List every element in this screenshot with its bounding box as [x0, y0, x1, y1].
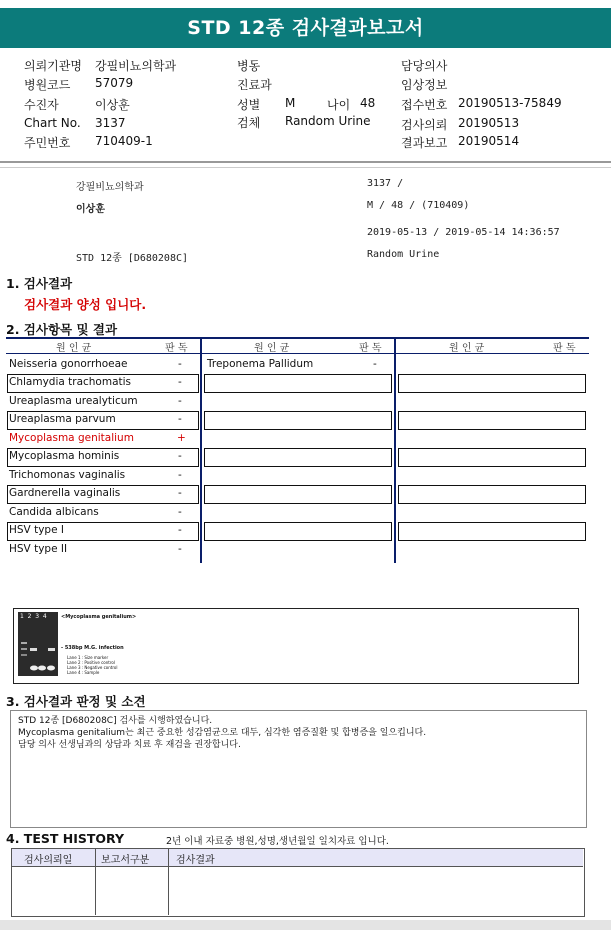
pathogen-name: Chlamydia trachomatis	[9, 376, 132, 388]
report-title: STD 12종 검사결과보고서	[0, 8, 611, 48]
opinion-box	[10, 710, 587, 828]
row-box-empty	[204, 448, 392, 467]
gel-legend-2: Lane 2 : Positive control	[67, 660, 115, 665]
pathogen-name: Treponema Pallidum	[207, 358, 314, 370]
row-box-empty	[204, 411, 392, 430]
gel-image	[18, 612, 58, 676]
page-bottom-edge	[0, 920, 611, 930]
request-label: 검사의뢰	[401, 118, 448, 132]
receipt-label: 접수번호	[401, 98, 448, 112]
age-label: 나이	[327, 98, 351, 112]
header-divider-thin	[0, 167, 611, 168]
clinical-label: 임상정보	[401, 78, 448, 92]
sex-value: M	[285, 96, 296, 110]
pathogen-result: -	[178, 413, 182, 425]
pathogen-result: -	[178, 450, 182, 462]
col-header-judge: 판 독	[359, 343, 382, 354]
specimen-value: Random Urine	[285, 114, 371, 128]
request-value: 20190513	[458, 116, 520, 130]
summary-dates: 2019-05-13 / 2019-05-14 14:36:57	[367, 227, 560, 238]
pathogen-name-positive: Mycoplasma genitalium	[9, 432, 134, 444]
summary-hospital: 강필비뇨의학과	[76, 182, 144, 193]
report-label: 결과보고	[401, 136, 448, 150]
hospital-value: 강필비뇨의학과	[95, 59, 177, 73]
summary-chart: 3137 /	[367, 178, 404, 189]
gel-title: <Mycoplasma genitalium>	[61, 614, 137, 620]
history-header-row	[12, 849, 583, 867]
pathogen-name: Ureaplasma parvum	[9, 413, 116, 425]
row-box-empty	[398, 448, 586, 467]
row-box-empty	[398, 411, 586, 430]
table-top-line	[6, 337, 589, 339]
report-value: 20190514	[458, 134, 520, 148]
history-col-divider	[168, 849, 169, 915]
gel-bands-icon	[18, 612, 58, 676]
gel-legend-4: Lane 4 : Sample	[67, 670, 100, 675]
chart-value: 3137	[95, 116, 126, 130]
summary-specimen: Random Urine	[367, 249, 440, 260]
gel-legend-1: Lane 1 : Size marker	[67, 655, 109, 660]
gel-lane-numbers: 1 2 3 4	[20, 613, 47, 620]
history-col-type: 보고서구분	[101, 855, 150, 866]
pathogen-result: -	[178, 358, 182, 370]
pathogen-result: -	[178, 469, 182, 481]
pathogen-name: HSV type I	[9, 524, 64, 536]
gel-legend-3: Lane 3 : Negative control	[67, 665, 118, 670]
row-box-empty	[398, 522, 586, 541]
result-statement: 검사결과 양성 입니다.	[24, 297, 147, 312]
summary-sex-age: M / 48 / (710409)	[367, 200, 470, 211]
pathogen-name: Mycoplasma hominis	[9, 450, 120, 462]
col-header-judge: 판 독	[165, 343, 188, 354]
pathogen-name: Trichomonas vaginalis	[9, 469, 126, 481]
col-header-pathogen: 원 인 균	[449, 343, 485, 354]
chart-label: Chart No.	[24, 116, 81, 130]
summary-patient: 이상훈	[76, 204, 105, 215]
table-col-divider-2	[394, 337, 396, 563]
age-value: 48	[360, 96, 376, 110]
receipt-value: 20190513-75849	[458, 96, 562, 110]
specimen-label: 검체	[237, 116, 261, 130]
opinion-line: Mycoplasma genitalium는 최근 중요한 성감염균으로 대두, 심각한 염증질환 및 합병증을 일으킵니다.	[18, 728, 427, 738]
pathogen-name: Ureaplasma urealyticum	[9, 395, 138, 407]
section-result-heading: 1. 검사결과	[6, 276, 73, 291]
ssn-value: 710409-1	[95, 134, 153, 148]
dept-label: 진료과	[237, 78, 272, 92]
hospital-label: 의뢰기관명	[24, 59, 82, 73]
code-value: 57079	[95, 76, 134, 90]
ward-label: 병동	[237, 59, 261, 73]
row-box-empty	[398, 374, 586, 393]
row-box-empty	[204, 522, 392, 541]
pathogen-result: -	[178, 506, 182, 518]
pathogen-result: -	[178, 543, 182, 555]
section-history-heading: 4. TEST HISTORY	[6, 831, 125, 846]
pathogen-name: Candida albicans	[9, 506, 99, 518]
row-box-empty	[204, 485, 392, 504]
opinion-line: STD 12종 [D680208C] 검사를 시행하였습니다.	[18, 716, 213, 726]
pathogen-result-positive: +	[177, 432, 186, 444]
pathogen-result: -	[178, 376, 182, 388]
row-box-empty	[398, 485, 586, 504]
summary-test: STD 12종 [D680208C]	[76, 253, 189, 264]
patient-value: 이상훈	[95, 98, 130, 112]
pathogen-result: -	[178, 524, 182, 536]
table-col-divider-1	[200, 337, 202, 563]
code-label: 병원코드	[24, 78, 71, 92]
pathogen-result: -	[178, 487, 182, 499]
col-header-pathogen: 원 인 균	[254, 343, 290, 354]
history-col-date: 검사의뢰일	[24, 855, 73, 866]
header-divider	[0, 161, 611, 163]
table-head-line	[6, 353, 589, 354]
history-col-result: 검사결과	[176, 855, 215, 866]
opinion-line: 담당 의사 선생님과의 상담과 치료 후 재검을 권장합니다.	[18, 740, 241, 750]
section-items-heading: 2. 검사항목 및 결과	[6, 322, 118, 337]
section-opinion-heading: 3. 검사결과 판정 및 소견	[6, 694, 146, 709]
pathogen-name: Gardnerella vaginalis	[9, 487, 121, 499]
pathogen-name: Neisseria gonorrhoeae	[9, 358, 128, 370]
row-box-empty	[204, 374, 392, 393]
gel-band-label: - 538bp M.G. infection	[61, 645, 124, 651]
pathogen-result: -	[373, 358, 377, 370]
history-note: 2년 이내 자료중 병원,성명,생년월일 일치자료 입니다.	[166, 836, 389, 847]
col-header-judge: 판 독	[553, 343, 576, 354]
patient-label: 수진자	[24, 98, 59, 112]
pathogen-result: -	[178, 395, 182, 407]
history-col-divider	[95, 849, 96, 915]
ssn-label: 주민번호	[24, 136, 71, 150]
col-header-pathogen: 원 인 균	[56, 343, 92, 354]
doctor-label: 담당의사	[401, 59, 448, 73]
sex-label: 성별	[237, 98, 261, 112]
pathogen-name: HSV type II	[9, 543, 68, 555]
